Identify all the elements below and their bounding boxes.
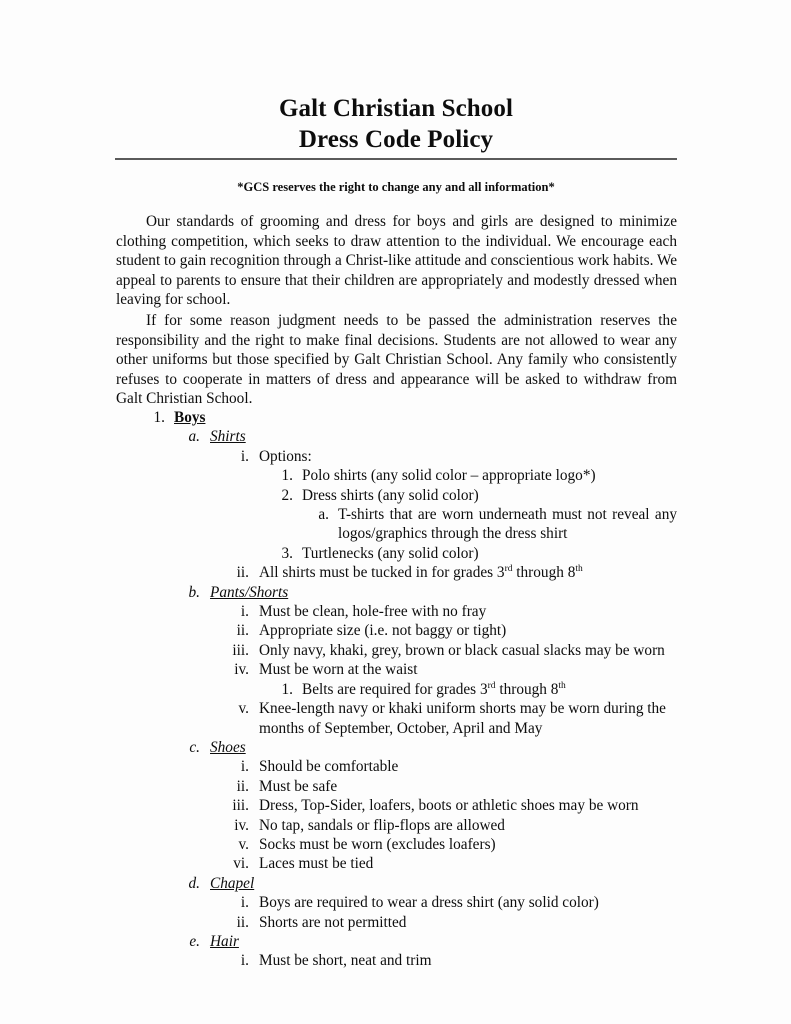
outline-subsection-pants-shorts xyxy=(185,583,677,602)
list-item xyxy=(275,680,677,699)
page-title xyxy=(115,93,677,155)
disclaimer-subtitle: *GCS reserves the right to change any and all information* xyxy=(237,180,555,194)
list-item xyxy=(229,563,677,582)
item-text: Socks must be worn (excludes loafers) xyxy=(259,835,496,853)
item-marker: i. xyxy=(240,758,249,776)
item-text: Must be short, neat and trim xyxy=(259,952,432,970)
list-item xyxy=(312,505,677,544)
item-text: Shorts are not permitted xyxy=(259,913,407,931)
item-text: Knee-length navy or khaki uniform shorts may be worn during the months of September, October, April and May xyxy=(259,700,666,737)
item-marker: ii. xyxy=(236,564,249,582)
item-text-mid: through 8 xyxy=(495,680,559,698)
ordinal-suffix: rd xyxy=(504,564,513,575)
item-text: T-shirts that are worn underneath must not reveal any logos/graphics through the dress shirt xyxy=(338,506,677,543)
list-item xyxy=(229,602,677,621)
item-text: Dress, Top-Sider, loafers, boots or athletic shoes may be worn xyxy=(259,797,639,815)
item-marker: ii. xyxy=(236,622,249,640)
list-item xyxy=(229,660,677,679)
item-marker: iii. xyxy=(232,641,249,659)
list-item xyxy=(229,854,677,873)
subsection-marker: e. xyxy=(189,932,200,950)
list-item xyxy=(229,777,677,796)
outline-section-boys xyxy=(147,408,677,427)
item-marker: 2. xyxy=(281,486,293,504)
ordinal-suffix: rd xyxy=(487,680,496,691)
item-marker: ii. xyxy=(236,913,249,931)
subsection-marker: b. xyxy=(188,583,200,601)
item-text-pre: All shirts must be tucked in for grades 3 xyxy=(259,564,505,582)
item-marker: iv. xyxy=(234,661,249,679)
item-marker: v. xyxy=(238,700,249,718)
item-text: Laces must be tied xyxy=(259,855,374,873)
dress-code-outline xyxy=(116,408,677,971)
outline-subsection-shirts xyxy=(185,427,677,446)
item-text: Must be worn at the waist xyxy=(259,661,418,679)
item-marker: 3. xyxy=(281,544,293,562)
list-item xyxy=(229,951,677,970)
subsection-label-shirts: Shirts xyxy=(210,428,246,446)
subsection-marker: a. xyxy=(188,428,200,446)
item-text: Must be clean, hole-free with no fray xyxy=(259,603,487,621)
item-marker: 1. xyxy=(281,680,293,698)
item-marker: ii. xyxy=(236,777,249,795)
subsection-label-chapel: Chapel xyxy=(210,874,255,892)
item-text: Should be comfortable xyxy=(259,758,399,776)
item-text xyxy=(259,563,677,582)
intro-paragraphs xyxy=(116,212,677,410)
item-marker: v. xyxy=(238,835,249,853)
item-marker: iii. xyxy=(232,797,249,815)
item-text-mid: through 8 xyxy=(512,564,576,582)
subsection-label-hair: Hair xyxy=(210,932,239,950)
item-text: Polo shirts (any solid color – appropriate logo*) xyxy=(302,467,596,485)
list-item xyxy=(229,835,677,854)
list-item xyxy=(229,757,677,776)
subsection-marker: c. xyxy=(189,738,200,756)
item-text: Dress shirts (any solid color) xyxy=(302,486,479,504)
ordinal-suffix: th xyxy=(575,564,583,575)
ordinal-suffix: th xyxy=(558,680,566,691)
item-text: Boys are required to wear a dress shirt (any solid color) xyxy=(259,894,599,912)
list-item xyxy=(229,621,677,640)
title-line-1: Galt Christian School xyxy=(278,95,514,122)
paragraph-2: If for some reason judgment needs to be passed the administration reserves the responsibility and the right to make final decisions. Students are not allowed to wear any other uniforms but those specified by Galt Christian School. Any family who consistently refuses to cooperate in matters of dress and appearance will be asked to withdraw from Galt Christian School. xyxy=(116,311,677,408)
list-item xyxy=(229,796,677,815)
item-text: No tap, sandals or flip-flops are allowed xyxy=(259,816,505,834)
list-item xyxy=(275,544,677,563)
item-text-pre: Belts are required for grades 3 xyxy=(302,680,488,698)
list-item xyxy=(229,893,677,912)
subsection-marker: d. xyxy=(188,874,200,892)
list-item xyxy=(229,641,677,660)
item-marker: i. xyxy=(240,603,249,621)
list-item xyxy=(229,816,677,835)
item-marker: i. xyxy=(240,952,249,970)
subsection-label-shoes: Shoes xyxy=(210,738,246,756)
item-text: Options: xyxy=(259,447,312,465)
paragraph-1: Our standards of grooming and dress for boys and girls are designed to minimize clothing competition, which seeks to draw attention to the individual. We encourage each student to gain recognition through a Christ-like attitude and conscientious work habits. We appeal to parents to ensure that their children are appropriately and modestly dressed when leaving for school. xyxy=(116,213,677,309)
item-marker: a. xyxy=(318,506,329,524)
list-item xyxy=(229,447,677,466)
outline-subsection-hair xyxy=(185,932,677,951)
item-marker: vi. xyxy=(233,855,249,873)
outline-subsection-chapel xyxy=(185,874,677,893)
item-marker: iv. xyxy=(234,816,249,834)
list-item xyxy=(275,486,677,505)
item-marker: i. xyxy=(240,894,249,912)
item-text: Appropriate size (i.e. not baggy or tight) xyxy=(259,622,507,640)
outline-subsection-shoes xyxy=(185,738,677,757)
title-divider xyxy=(115,158,677,160)
subsection-label-pants-shorts: Pants/Shorts xyxy=(210,583,289,601)
list-item xyxy=(229,913,677,932)
item-marker: 1. xyxy=(281,467,293,485)
item-text xyxy=(302,680,677,699)
item-text: Must be safe xyxy=(259,777,338,795)
title-line-2: Dress Code Policy xyxy=(298,126,494,153)
item-text: Only navy, khaki, grey, brown or black casual slacks may be worn xyxy=(259,641,665,659)
section-marker: 1. xyxy=(153,409,165,426)
item-marker: i. xyxy=(240,447,249,465)
section-label-boys: Boys xyxy=(174,409,206,426)
list-item xyxy=(229,699,677,738)
list-item xyxy=(275,466,677,485)
item-text: Turtlenecks (any solid color) xyxy=(302,544,479,562)
